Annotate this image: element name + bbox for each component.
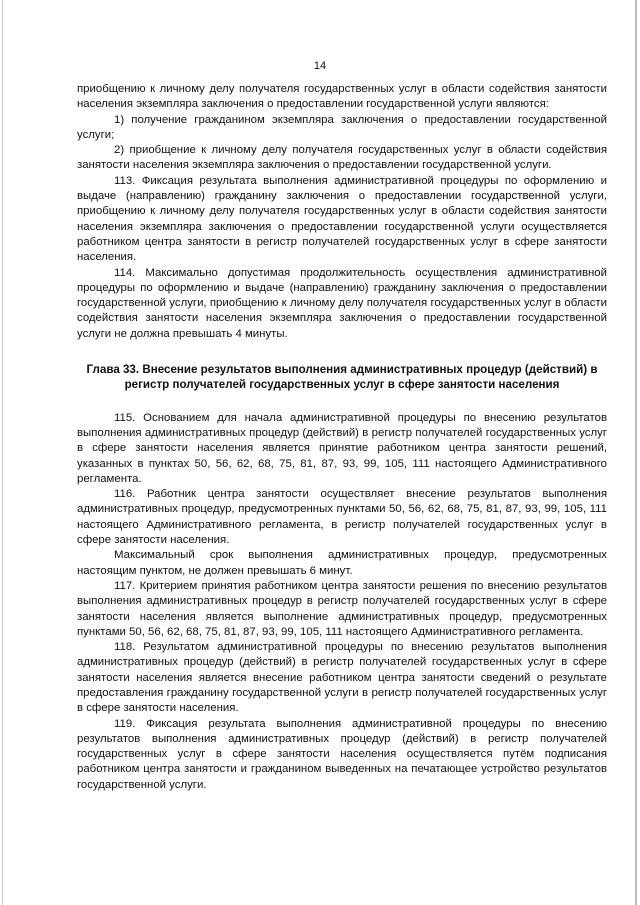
document-body bbox=[77, 82, 607, 793]
paragraph-117: 117. Критерием принятия работником центра занятости решения по внесению результатов выполнения административных процедур в регистр получателей государственных услуг в сфере занятости населения является выполнение административных процедур, предусмотренных пунктами 50, 56, 62, 68, 75, 81, 87, 93, 99, 105, 111 настоящего Административного регламента. bbox=[77, 579, 607, 638]
scan-edge-left bbox=[2, 0, 3, 905]
paragraph-116-note: Максимальный срок выполнения административных процедур, предусмотренных настоящим пунктом, не должен превышать 6 минут. bbox=[77, 549, 607, 577]
paragraph-continuation: приобщению к личному делу получателя государственных услуг в области содействия занятости населения экземпляра заключения о предоставлении государственной услуги являются: bbox=[77, 83, 607, 111]
page-number: 14 bbox=[313, 60, 327, 72]
paragraph-item-2: 2) приобщение к личному делу получателя государственных услуг в области содействия занятости населения экземпляра заключения о предоставлении государственной услуги. bbox=[77, 144, 607, 172]
paragraph-118: 118. Результатом административной процедуры по внесению результатов выполнения административных процедур (действий) в регистр получателей государственных услуг в сфере занятости населения является внесение работником центра занятости сведений о результате предоставления гражданину государственной услуги в регистр получателей государственных услуг в сфере занятости населения. bbox=[77, 641, 607, 715]
paragraph-116: 116. Работник центра занятости осуществляет внесение результатов выполнения административных процедур, предусмотренных пунктами 50, 56, 62, 68, 75, 81, 87, 93, 99, 105, 111 настоящего Административного регламента, в регистр получателей государственных услуг в сфере занятости населения. bbox=[77, 488, 607, 547]
scan-edge-right bbox=[635, 0, 637, 905]
paragraph-115: 115. Основанием для начала административной процедуры по внесению результатов выполнения административных процедур (действий) в регистр получателей государственных услуг в сфере занятости населения является принятие работником центра занятости решений, указанных в пунктах 50, 56, 62, 68, 75, 81, 87, 93, 99, 105, 111 настоящего Административного регламента. bbox=[77, 411, 607, 485]
paragraph-119: 119. Фиксация результата выполнения административной процедуры по внесению результатов выполнения административных процедур (действий) в регистр получателей государственных услуг в сфере занятости населения осуществляется путём подписания работником центра занятости и гражданином выведенных на печатающее устройство результатов государственной услуги. bbox=[77, 717, 607, 791]
paragraph-114: 114. Максимально допустимая продолжительность осуществления административной процедуры по оформлению и выдаче (направлению) гражданину заключения о предоставлении государственной услуги, приобщению к личному делу получателя государственных услуг в области содействия занятости населения экземпляра заключения о предоставлении государственной услуги не должна превышать 4 минуты. bbox=[77, 266, 607, 340]
chapter-title: Глава 33. Внесение результатов выполнения административных процедур (действий) в регистр получателей государственных услуг в сфере занятости населения bbox=[86, 363, 598, 392]
paragraph-113: 113. Фиксация результата выполнения административной процедуры по оформлению и выдаче (направлению) гражданину заключения о предоставлении государственной услуги, приобщению к личному делу получателя государственных услуг в области содействия занятости населения экземпляра заключения о предоставлении государственной услуги осуществляется работником центра занятости в регистр получателей государственных услуг в сфере занятости населения. bbox=[77, 174, 607, 264]
paragraph-item-1: 1) получение гражданином экземпляра заключения о предоставлении государственной услуги; bbox=[77, 113, 607, 141]
